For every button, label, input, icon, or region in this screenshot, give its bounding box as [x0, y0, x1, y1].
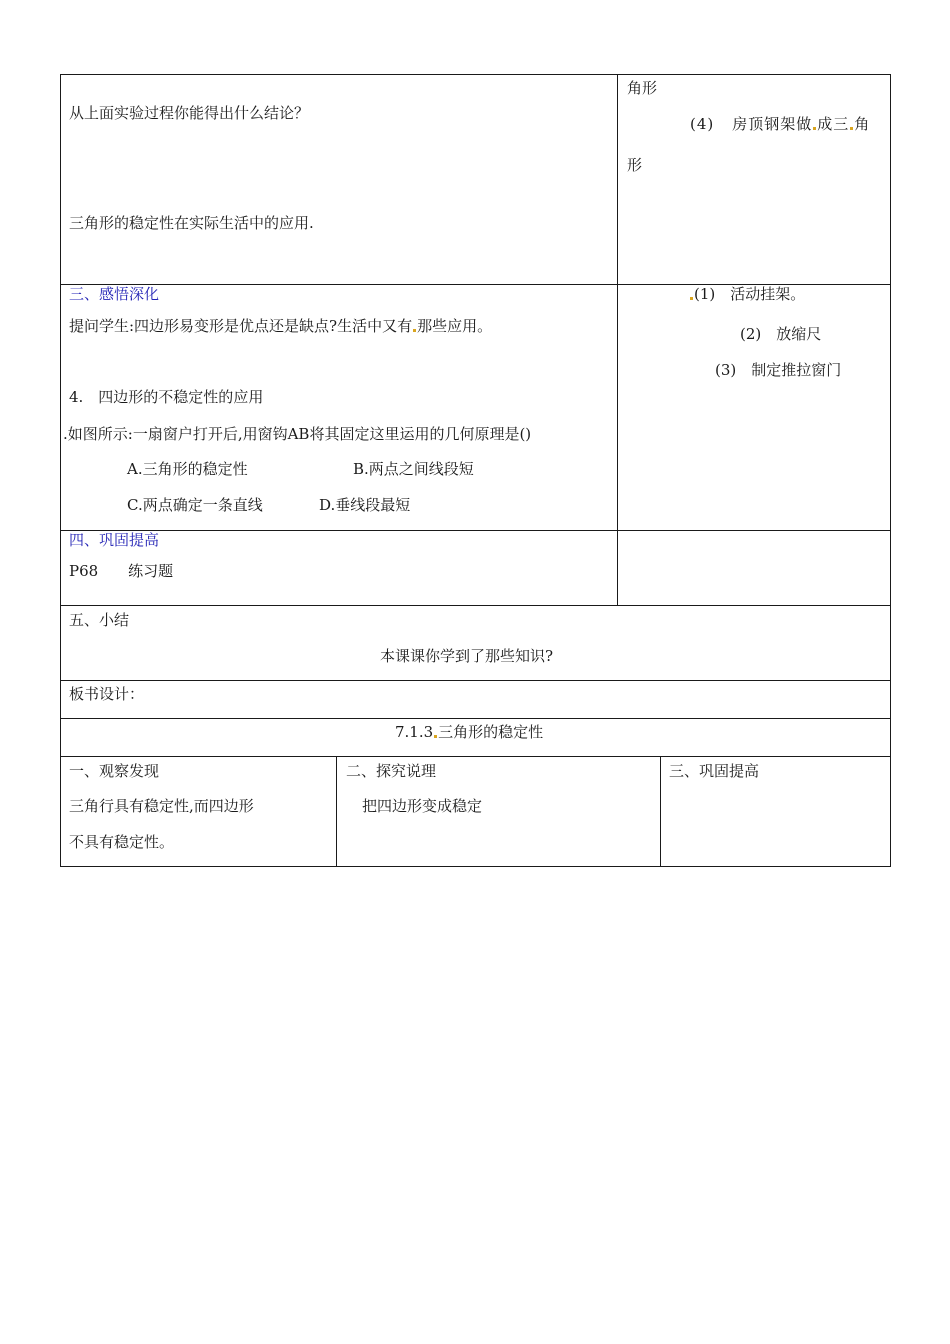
row-divider	[60, 530, 891, 531]
discussion-question	[69, 317, 492, 335]
right-cell-line: 角形	[627, 79, 658, 97]
observation-text: 不具有稳定性。	[69, 833, 175, 851]
gold-dot-mark	[850, 127, 853, 130]
table-border-bottom	[60, 866, 891, 867]
table-border-top	[60, 74, 891, 75]
column-heading: 二、探究说理	[346, 762, 437, 780]
column-divider	[617, 74, 618, 606]
application-item	[689, 285, 805, 303]
summary-question: 本课课你学到了那些知识?	[380, 647, 554, 665]
row-divider	[60, 718, 891, 719]
option-a: A.三角形的稳定性	[127, 460, 248, 478]
option-b: B.两点之间线段短	[353, 460, 474, 478]
application-item: (3) 制定推拉窗门	[715, 361, 842, 379]
gold-dot-mark	[813, 127, 816, 130]
title-text: 三角形的稳定性	[438, 723, 544, 741]
question-text: 提问学生:四边形易变形是优点还是缺点?生活中又有	[69, 317, 413, 335]
board-design-label: 板书设计：	[69, 685, 145, 703]
row-divider	[60, 605, 891, 606]
column-divider	[336, 756, 337, 867]
item-text: 房顶钢架做	[732, 115, 813, 133]
section-number: 7.1.3	[395, 723, 434, 741]
section-heading: 四、巩固提高	[69, 531, 160, 549]
application-item: (2) 放缩尺	[740, 325, 822, 343]
column-heading: 一、观察发现	[69, 762, 160, 780]
reasoning-text: 把四边形变成稳定	[362, 797, 483, 815]
right-cell-line: 形	[627, 156, 643, 174]
application-text: (1) 活动挂架。	[694, 285, 806, 303]
gold-dot-mark	[413, 329, 416, 332]
exercise-reference: P68 练习题	[69, 562, 174, 580]
option-c: C.两点确定一条直线	[127, 496, 263, 514]
stability-application-text: 三角形的稳定性在实际生活中的应用.	[69, 214, 314, 232]
option-d: D.垂线段最短	[319, 496, 411, 514]
question-text: 那些应用。	[417, 317, 493, 335]
item-number: (4)	[690, 115, 715, 133]
row-divider	[60, 680, 891, 681]
item-4-heading: 4. 四边形的不稳定性的应用	[69, 388, 264, 406]
row-divider	[60, 756, 891, 757]
table-border-left	[60, 74, 61, 867]
section-heading: 五、小结	[69, 611, 130, 629]
item-text: 成三	[817, 115, 850, 133]
column-divider	[660, 756, 661, 867]
gold-dot-mark	[434, 735, 437, 738]
item-text: 角	[854, 115, 871, 133]
window-problem: .如图所示:一扇窗户打开后,用窗钩AB将其固定这里运用的几何原理是()	[63, 425, 532, 443]
column-heading: 三、巩固提高	[669, 762, 760, 780]
gold-dot-mark	[690, 297, 693, 300]
conclusion-question: 从上面实验过程你能得出什么结论？	[69, 104, 310, 122]
table-border-right	[890, 74, 891, 867]
section-heading: 三、感悟深化	[69, 285, 160, 303]
right-cell-item-4	[690, 115, 870, 133]
board-title	[395, 723, 543, 741]
observation-text: 三角行具有稳定性,而四边形	[69, 797, 254, 815]
